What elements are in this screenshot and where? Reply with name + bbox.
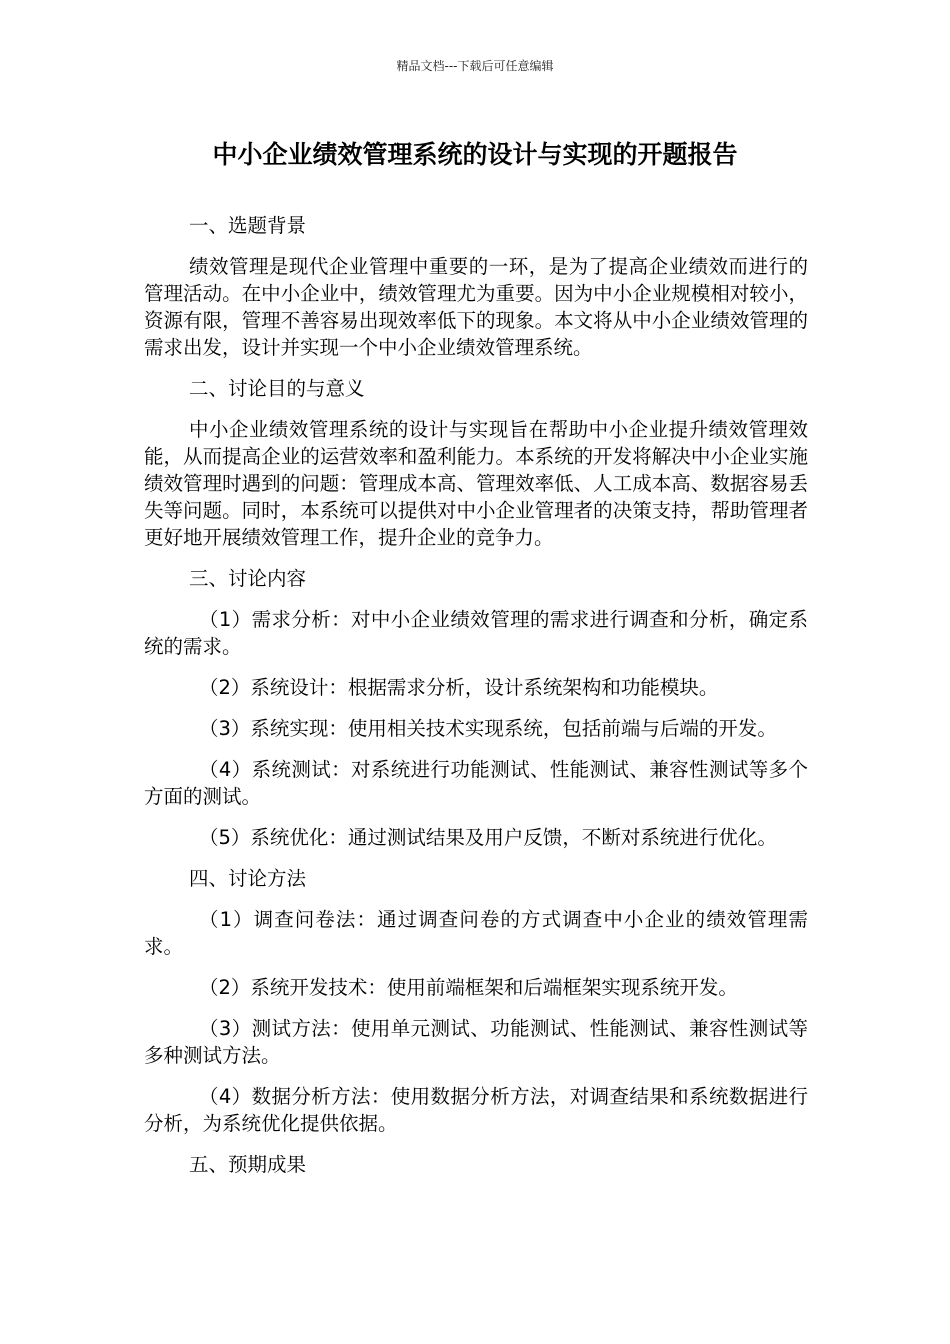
section-heading-outcomes: 五、预期成果 xyxy=(189,1153,307,1176)
document-body xyxy=(144,212,808,1192)
list-item-content-4: （4）系统测试：对系统进行功能测试、性能测试、兼容性测试等多个方面的测试。 xyxy=(144,758,808,808)
section-heading-background: 一、选题背景 xyxy=(189,214,307,237)
list-item-method-4: （4）数据分析方法：使用数据分析方法，对调查结果和系统数据进行分析，为系统优化提供依据。 xyxy=(144,1085,808,1135)
paragraph-background: 绩效管理是现代企业管理中重要的一环，是为了提高企业绩效而进行的管理活动。在中小企业中，绩效管理尤为重要。因为中小企业规模相对较小，资源有限，管理不善容易出现效率低下的现象。本文将从中小企业绩效管理的需求出发，设计并实现一个中小企业绩效管理系统。 xyxy=(144,255,808,359)
section-heading-purpose: 二、讨论目的与意义 xyxy=(189,377,365,400)
list-item-content-5: （5）系统优化：通过测试结果及用户反馈，不断对系统进行优化。 xyxy=(199,826,777,849)
section-heading-methods: 四、讨论方法 xyxy=(189,867,307,890)
list-item-method-2: （2）系统开发技术：使用前端框架和后端框架实现系统开发。 xyxy=(199,976,738,999)
list-item-content-1: （1）需求分析：对中小企业绩效管理的需求进行调查和分析，确定系统的需求。 xyxy=(144,608,808,658)
list-item-content-2: （2）系统设计：根据需求分析，设计系统架构和功能模块。 xyxy=(199,676,719,699)
list-item-method-3: （3）测试方法：使用单元测试、功能测试、性能测试、兼容性测试等多种测试方法。 xyxy=(144,1017,808,1067)
list-item-method-1: （1）调查问卷法：通过调查问卷的方式调查中小企业的绩效管理需求。 xyxy=(144,908,808,958)
document-title: 中小企业绩效管理系统的设计与实现的开题报告 xyxy=(212,140,738,169)
list-item-content-3: （3）系统实现：使用相关技术实现系统，包括前端与后端的开发。 xyxy=(199,717,777,740)
paragraph-purpose: 中小企业绩效管理系统的设计与实现旨在帮助中小企业提升绩效管理效能，从而提高企业的运营效率和盈利能力。本系统的开发将解决中小企业实施绩效管理时遇到的问题：管理成本高、管理效率低、人工成本高、数据容易丢失等问题。同时，本系统可以提供对中小企业管理者的决策支持，帮助管理者更好地开展绩效管理工作，提升企业的竞争力。 xyxy=(144,418,808,549)
page-header: 精品文档---下载后可任意编辑 xyxy=(396,59,554,73)
section-heading-content: 三、讨论内容 xyxy=(189,567,307,590)
